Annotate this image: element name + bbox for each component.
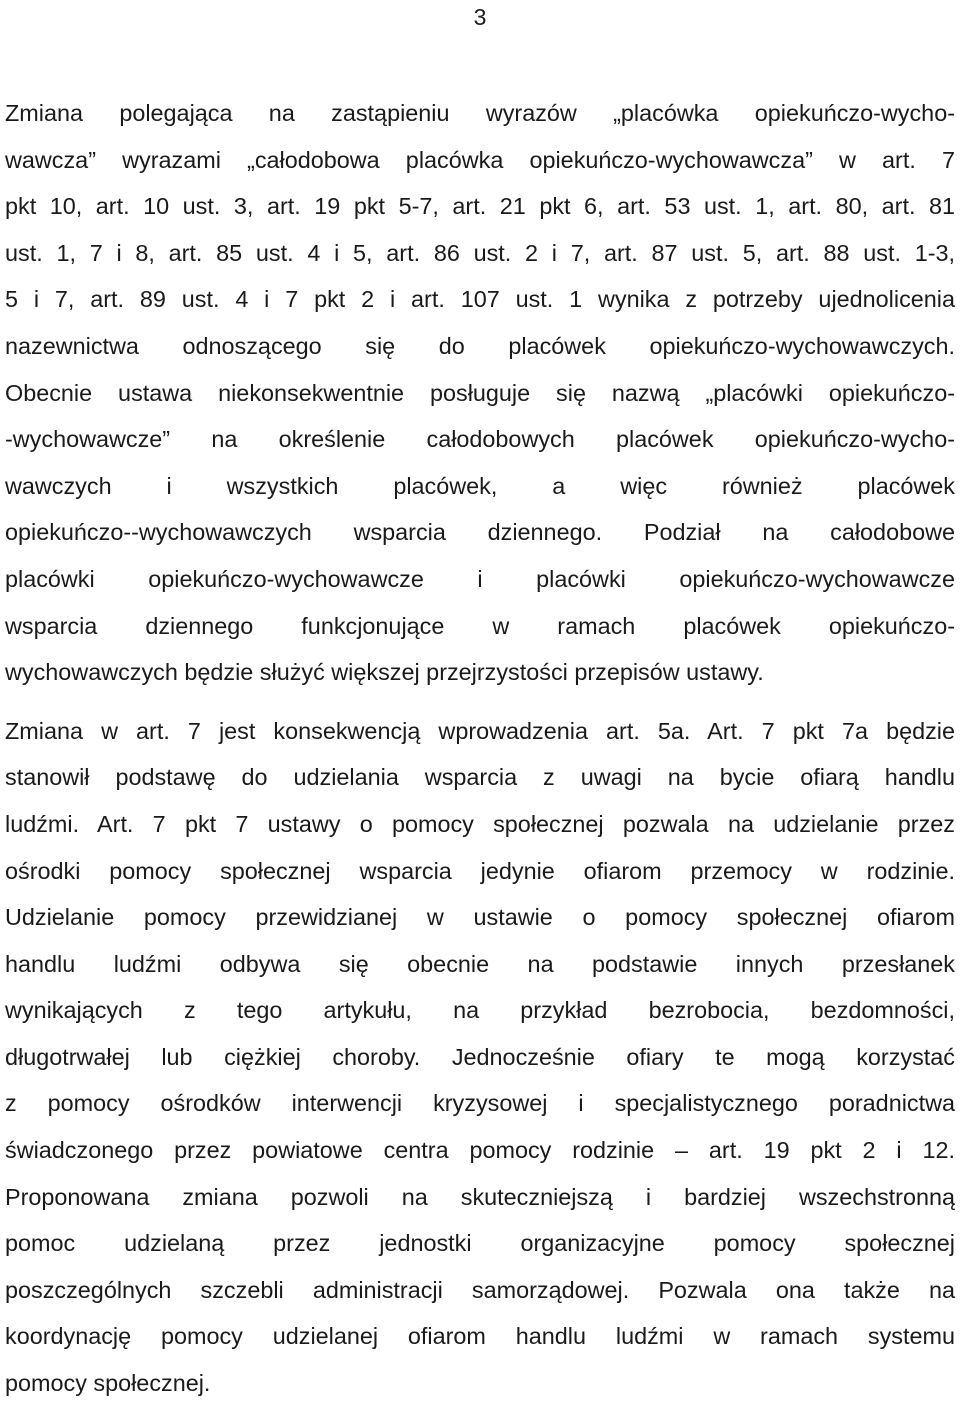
text-line: z pomocy ośrodków interwencji kryzysowej i specjalistycznego poradnictwa <box>5 1090 955 1117</box>
text-line: długotrwałej lub ciężkiej choroby. Jednocześnie ofiary te mogą korzystać <box>5 1043 955 1070</box>
text-line: poszczególnych szczebli administracji samorządowej. Pozwala ona także na <box>5 1276 955 1303</box>
text-line: wawczych i wszystkich placówek, a więc również placówek <box>5 472 955 499</box>
document-body <box>5 90 955 1407</box>
text-line: -wychowawcze” na określenie całodobowych placówek opiekuńczo-wycho- <box>5 426 955 453</box>
text-line: wawcza” wyrazami „całodobowa placówka opiekuńczo-wychowawcza” w art. 7 <box>5 146 955 173</box>
text-line: nazewnictwa odnoszącego się do placówek opiekuńczo-wychowawczych. <box>5 332 955 359</box>
text-line: ośrodki pomocy społecznej wsparcia jedynie ofiarom przemocy w rodzinie. <box>5 857 955 884</box>
text-line: wsparcia dziennego funkcjonujące w ramach placówek opiekuńczo- <box>5 612 955 639</box>
text-line: ludźmi. Art. 7 pkt 7 ustawy o pomocy społecznej pozwala na udzielanie przez <box>5 810 955 837</box>
text-line: pomoc udzielaną przez jednostki organizacyjne pomocy społecznej <box>5 1230 955 1257</box>
text-line: handlu ludźmi odbywa się obecnie na podstawie innych przesłanek <box>5 950 955 977</box>
paragraph-naming-change <box>5 90 955 696</box>
text-line: koordynację pomocy udzielanej ofiarom handlu ludźmi w ramach systemu <box>5 1323 955 1350</box>
paragraph-spacer <box>5 696 955 708</box>
text-line: Obecnie ustawa niekonsekwentnie posługuje się nazwą „placówki opiekuńczo- <box>5 379 955 406</box>
text-line: Zmiana polegająca na zastąpieniu wyrazów „placówka opiekuńczo-wycho- <box>5 100 955 126</box>
text-line: pkt 10, art. 10 ust. 3, art. 19 pkt 5-7, art. 21 pkt 6, art. 53 ust. 1, art. 80, art. 81 <box>5 193 955 220</box>
text-line: Udzielanie pomocy przewidzianej w ustawie o pomocy społecznej ofiarom <box>5 904 955 931</box>
text-line: placówki opiekuńczo-wychowawcze i placówki opiekuńczo-wychowawcze <box>5 565 955 592</box>
text-line: świadczonego przez powiatowe centra pomocy rodzinie – art. 19 pkt 2 i 12. <box>5 1137 955 1164</box>
text-line: 5 i 7, art. 89 ust. 4 i 7 pkt 2 i art. 107 ust. 1 wynika z potrzeby ujednolicenia <box>5 286 955 313</box>
text-line: stanowił podstawę do udzielania wsparcia z uwagi na bycie ofiarą handlu <box>5 764 955 791</box>
text-line: opiekuńczo--wychowawczych wsparcia dziennego. Podział na całodobowe <box>5 519 955 546</box>
text-line: wychowawczych będzie służyć większej przejrzystości przepisów ustawy. <box>5 659 764 686</box>
text-line: Zmiana w art. 7 jest konsekwencją wprowadzenia art. 5a. Art. 7 pkt 7a będzie <box>5 717 955 744</box>
paragraph-art-7-change <box>5 708 955 1407</box>
text-line: pomocy społecznej. <box>5 1370 211 1397</box>
page-number: 3 <box>473 4 487 30</box>
text-line: Proponowana zmiana pozwoli na skuteczniejszą i bardziej wszechstronną <box>5 1183 955 1210</box>
text-line: wynikających z tego artykułu, na przykład bezrobocia, bezdomności, <box>5 997 955 1024</box>
text-line: ust. 1, 7 i 8, art. 85 ust. 4 i 5, art. 86 ust. 2 i 7, art. 87 ust. 5, art. 88 ust. 1-3, <box>5 239 955 266</box>
